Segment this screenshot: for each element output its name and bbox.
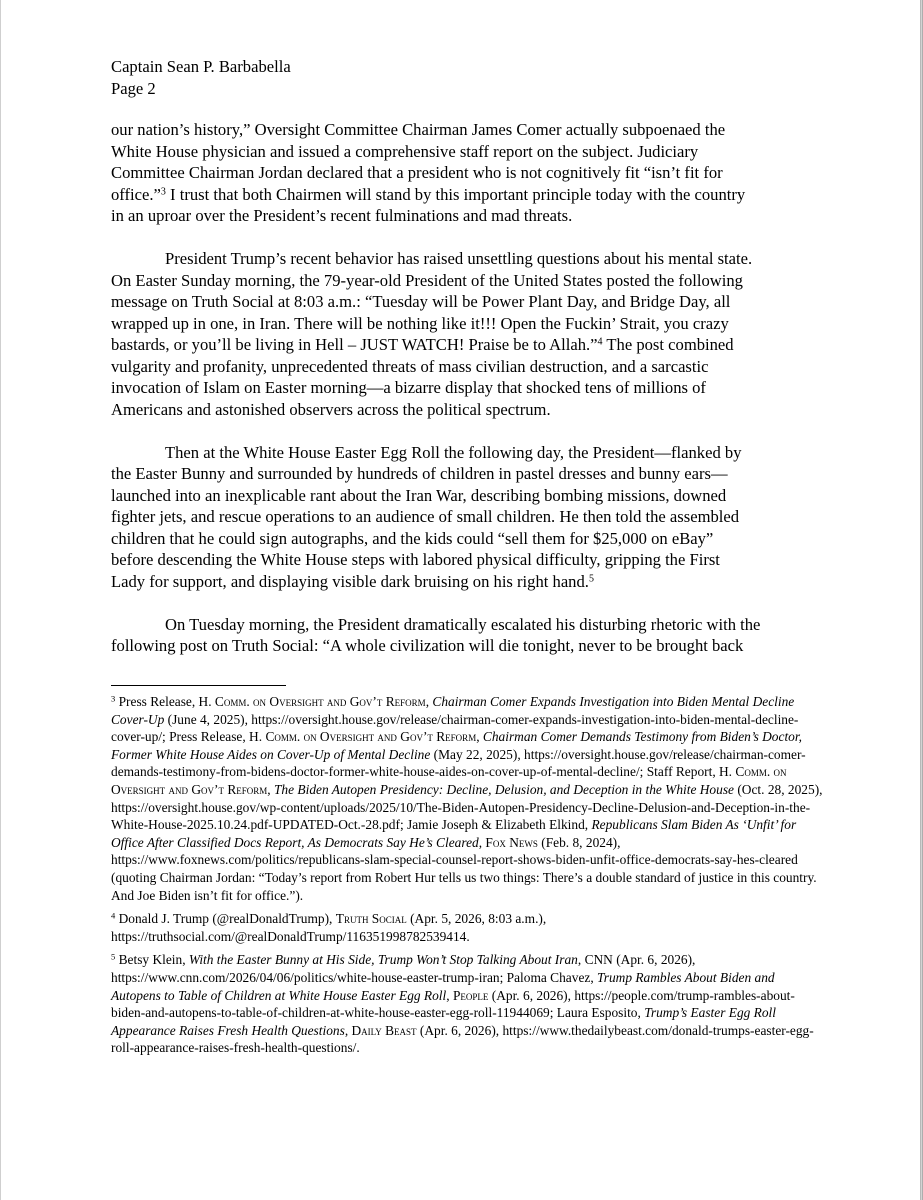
citation-title: Chairman Comer Demands Testimony from Biden’s Doctor, Former White House Aides on Cover-Up of Mental Decline: [111, 729, 802, 762]
text-line: On Easter Sunday morning, the 79-year-old President of the United States posted the following: [111, 270, 743, 290]
publication-name: Daily Beast: [351, 1022, 417, 1038]
text-segment: The post combined: [602, 335, 734, 354]
footnote-ref-5[interactable]: 5: [588, 573, 594, 584]
footnote-mark: 3: [111, 693, 116, 704]
footnote-separator: [111, 685, 286, 686]
footnote-text[interactable]: , CNN (Apr. 6, 2026), https://www.cnn.com/2026/04/06/politics/white-house-easter-trump-iran; Paloma Chavez,: [111, 952, 696, 985]
footnote-text[interactable]: (Apr. 5, 2026, 8:03 a.m.), https://truthsocial.com/@realDonaldTrump/116351998782539414.: [111, 911, 547, 944]
page-number: Page 2: [111, 78, 156, 98]
paragraph-4: [111, 614, 823, 657]
text-line: in an uproar over the President’s recent fulminations and mad threats.: [111, 206, 573, 225]
citation-title: Trump Rambles About Biden and Autopens to Table of Children at White House Easter Egg Roll: [111, 969, 775, 1003]
text-line: the Easter Bunny and surrounded by hundreds of children in pastel dresses and bunny ears—: [111, 464, 728, 483]
citation-title: Trump’s Easter Egg Roll Appearance Raises Fresh Health Questions: [111, 1005, 776, 1038]
footnote-text[interactable]: (Apr. 6, 2026), https://www.thedailybeast.com/donald-trumps-easter-egg-roll-appearance-raises-fresh-health-questions/.: [111, 1022, 814, 1056]
letter-header: [111, 56, 291, 99]
footnote-mark: 5: [111, 951, 116, 962]
footnote-text: ,: [446, 987, 453, 1003]
publication-name: People: [452, 987, 489, 1003]
footnote-text[interactable]: (May 22, 2025), https://oversight.house.gov/release/chairman-comer-demands-testimony-from-bidens-doctor-former-white-house-aides-on-cover-up-of-mental-decline/; Staff Report, H.: [111, 746, 806, 780]
text-segment: I trust that both Chairmen will stand by this important principle today with the country: [165, 184, 746, 204]
text-line: [111, 184, 823, 206]
publication-name: Fox News: [485, 834, 538, 850]
text-line: message on Truth Social at 8:03 a.m.: “Tuesday will be Power Plant Day, and Bridge Day, all: [111, 292, 731, 311]
text-line: launched into an inexplicable rant about the Iran War, describing bombing missions, downed: [111, 485, 727, 505]
text-segment: bastards, or you’ll be living in Hell – JUST WATCH! Praise be to Allah.”: [111, 335, 598, 354]
paragraph-1: [111, 119, 823, 227]
committee-name: Comm. on Oversight and Gov’t Reform: [214, 694, 426, 709]
footnote-text: Betsy Klein,: [115, 952, 189, 968]
recipient-name: Captain Sean P. Barbabella: [111, 57, 291, 76]
citation-title: With the Easter Bunny at His Side, Trump Won’t Stop Talking About Iran: [188, 952, 578, 968]
text-segment: office.”: [111, 184, 161, 204]
footnote-ref-3[interactable]: 3: [160, 186, 166, 197]
citation-title: Republicans Slam Biden As ‘Unfit’ for Office After Classified Docs Report, As Democrats Say He’s Cleared: [111, 817, 797, 850]
text-line: On Tuesday morning, the President dramatically escalated his disturbing rhetoric with the: [165, 614, 761, 634]
footnote-5: [111, 951, 823, 1057]
footnote-mark: 4: [111, 910, 116, 921]
committee-name: Comm. on Oversight and Gov’t Reform: [265, 729, 477, 745]
text-line: President Trump’s recent behavior has raised unsettling questions about his mental state.: [165, 249, 753, 268]
letter-body: [111, 119, 823, 678]
footnote-text[interactable]: (Apr. 6, 2026), https://people.com/trump-rambles-about-biden-and-autopens-to-table-of-children-at-white-house-easter-egg-roll-11944069; Laura Esposito,: [111, 987, 795, 1021]
text-line: vulgarity and profanity, unprecedented threats of mass civilian destruction, and a sarcastic: [111, 356, 709, 376]
citation-title: The Biden Autopen Presidency: Decline, Delusion, and Deception in the White House: [273, 781, 734, 797]
publication-name: Truth Social: [335, 911, 407, 927]
footnotes-section: [111, 693, 823, 1063]
footnote-text: ,: [344, 1022, 352, 1038]
text-line: following post on Truth Social: “A whole civilization will die tonight, never to be brought back: [111, 636, 744, 655]
text-line: Then at the White House Easter Egg Roll the following day, the President—flanked by: [165, 442, 742, 462]
footnote-4: [111, 910, 823, 945]
footnote-text: ,: [267, 781, 274, 797]
footnote-text: Donald J. Trump (@realDonaldTrump),: [115, 911, 336, 927]
footnote-text[interactable]: (June 4, 2025), https://oversight.house.gov/release/chairman-comer-expands-investigation-into-biden-mental-decline-cover-up/; Press Release, H.: [111, 711, 799, 745]
text-segment: Lady for support, and displaying visible dark bruising on his right hand.: [111, 571, 589, 591]
footnote-text[interactable]: (Oct. 28, 2025), https://oversight.house.gov/wp-content/uploads/2025/10/The-Biden-Autopen-Presidency-Decline-Delusion-and-Deception-in-the-White-House-2025.10.24.pdf-UPDATED-Oct.-28.pdf; Jamie Joseph & Elizabeth Elkind,: [111, 781, 823, 833]
footnote-text[interactable]: (Feb. 8, 2024), https://www.foxnews.com/politics/republicans-slam-special-counsel-report-shows-biden-unfit-office-democrats-say-hes-cleared (quoting Chairman Jordan: “Today’s report from Robert Hur tells us two things: There’s a double standard of justice in this country. And Joe Biden isn’t fit for office.”).: [111, 834, 817, 903]
text-line: children that he could sign autographs, and the kids could “sell them for $25,000 on eBay”: [111, 528, 714, 548]
footnote-3: [111, 693, 823, 904]
text-line: [111, 334, 823, 356]
paragraph-2: [111, 248, 823, 420]
paragraph-3: [111, 442, 823, 593]
footnote-text: ,: [425, 694, 433, 709]
citation-title: Chairman Comer Expands Investigation into Biden Mental Decline Cover-Up: [111, 694, 795, 727]
footnote-text: ,: [478, 834, 486, 850]
text-line: fighter jets, and rescue operations to an audience of small children. He then told the assembled: [111, 507, 740, 526]
text-line: our nation’s history,” Oversight Committee Chairman James Comer actually subpoenaed the: [111, 120, 726, 139]
text-line: before descending the White House steps with labored physical difficulty, gripping the First: [111, 550, 720, 569]
text-line: Americans and astonished observers across the political spectrum.: [111, 399, 551, 419]
footnote-ref-4[interactable]: 4: [597, 336, 603, 348]
text-line: White House physician and issued a comprehensive staff report on the subject. Judiciary: [111, 141, 699, 161]
footnote-text: ,: [476, 729, 483, 745]
footnote-text: Press Release, H.: [115, 694, 215, 709]
text-line: wrapped up in one, in Iran. There will be nothing like it!!! Open the Fuckin’ Strait, you crazy: [111, 313, 729, 333]
text-line: [111, 571, 823, 593]
committee-name: Comm. on Oversight and Gov’t Reform: [111, 764, 787, 797]
text-line: invocation of Islam on Easter morning—a bizarre display that shocked tens of millions of: [111, 378, 706, 397]
text-line: Committee Chairman Jordan declared that a president who is not cognitively fit “isn’t fit for: [111, 163, 723, 182]
